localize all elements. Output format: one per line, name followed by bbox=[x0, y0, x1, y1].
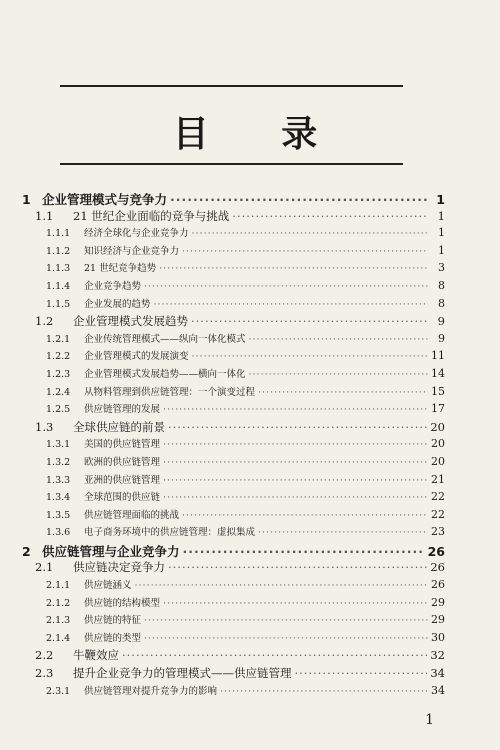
toc-entry-title: 牛鞭效应 bbox=[73, 648, 119, 663]
toc-entry-number: 2.2 bbox=[35, 648, 54, 663]
toc-entry[interactable] bbox=[22, 542, 445, 560]
table-of-contents bbox=[22, 190, 445, 700]
toc-entry[interactable] bbox=[22, 278, 445, 296]
toc-entry-number: 1.3.4 bbox=[46, 492, 71, 504]
toc-entry-page: 1 bbox=[436, 192, 445, 207]
toc-entry-page: 26 bbox=[431, 578, 445, 592]
dot-leader bbox=[258, 387, 428, 398]
toc-entry[interactable] bbox=[22, 401, 445, 419]
toc-entry[interactable] bbox=[22, 647, 445, 665]
dot-leader bbox=[159, 263, 428, 274]
dot-leader bbox=[182, 246, 428, 257]
toc-entry-title: 全球供应链的前景 bbox=[73, 419, 165, 434]
toc-entry-title: 供应链管理对提升竞争力的影响 bbox=[84, 685, 218, 697]
top-rule bbox=[60, 85, 403, 87]
toc-entry-number: 1.3.2 bbox=[46, 456, 71, 468]
toc-entry-title: 企业传统管理模式——纵向一体化模式 bbox=[84, 333, 246, 345]
toc-entry-title: 供应链涵义 bbox=[84, 580, 132, 592]
toc-entry-page: 1 bbox=[437, 208, 445, 223]
toc-entry-page: 29 bbox=[431, 613, 445, 627]
toc-entry-title: 21 世纪企业面临的竞争与挑战 bbox=[73, 208, 230, 223]
toc-entry-page: 3 bbox=[438, 261, 445, 275]
toc-entry-page: 11 bbox=[431, 349, 445, 363]
toc-entry[interactable] bbox=[22, 348, 445, 366]
toc-entry[interactable] bbox=[22, 313, 445, 331]
toc-entry-number: 1.1.3 bbox=[46, 263, 71, 275]
dot-leader bbox=[163, 492, 428, 503]
toc-entry-page: 21 bbox=[431, 472, 445, 486]
toc-entry[interactable] bbox=[22, 419, 445, 437]
toc-entry[interactable] bbox=[22, 559, 445, 577]
toc-entry-page: 29 bbox=[431, 595, 445, 609]
dot-leader bbox=[163, 598, 428, 609]
toc-entry-number: 1.2.3 bbox=[46, 368, 71, 380]
toc-entry-title: 21 世纪竞争趋势 bbox=[84, 263, 157, 275]
toc-entry-number: 1.3 bbox=[35, 419, 54, 434]
dot-leader bbox=[144, 633, 428, 644]
toc-entry-number: 1.2.1 bbox=[46, 333, 71, 345]
toc-entry[interactable] bbox=[22, 665, 445, 683]
toc-entry-number: 2.3 bbox=[35, 666, 54, 681]
toc-entry-number: 1.3.3 bbox=[46, 474, 71, 486]
toc-entry-page: 20 bbox=[431, 454, 445, 468]
toc-entry[interactable] bbox=[22, 296, 445, 314]
toc-entry-number: 1 bbox=[22, 192, 31, 207]
dot-leader bbox=[163, 404, 428, 415]
toc-entry-page: 9 bbox=[437, 314, 445, 329]
toc-entry-title: 亚洲的供应链管理 bbox=[84, 474, 161, 486]
toc-entry-number: 1.3.1 bbox=[46, 439, 71, 451]
toc-entry[interactable] bbox=[22, 577, 445, 595]
toc-entry[interactable] bbox=[22, 190, 445, 208]
dot-leader bbox=[232, 209, 428, 223]
toc-entry-title: 从物料管理到供应链管理：一个演变过程 bbox=[84, 386, 256, 398]
toc-entry-title: 供应链决定竞争力 bbox=[73, 560, 165, 575]
toc-entry-number: 2.1.1 bbox=[46, 580, 71, 592]
dot-leader bbox=[249, 369, 428, 380]
toc-entry-page: 26 bbox=[427, 543, 445, 559]
dot-leader bbox=[168, 420, 427, 434]
toc-entry-title: 经济全球化与企业竞争力 bbox=[84, 228, 189, 240]
toc-entry-page: 8 bbox=[438, 296, 445, 310]
dot-leader bbox=[258, 527, 428, 538]
toc-entry-page: 26 bbox=[430, 560, 445, 575]
dot-leader bbox=[249, 334, 428, 345]
dot-leader bbox=[154, 299, 428, 310]
toc-entry-title: 提升企业竞争力的管理模式——供应链管理 bbox=[73, 666, 292, 681]
toc-entry-title: 供应链的类型 bbox=[84, 632, 142, 644]
toc-entry-page: 8 bbox=[438, 278, 445, 292]
page-title: 目 录 bbox=[172, 114, 348, 155]
toc-entry-title: 企业管理模式与竞争力 bbox=[42, 192, 168, 207]
toc-entry[interactable] bbox=[22, 436, 445, 454]
dot-leader bbox=[163, 475, 428, 486]
page-number: 1 bbox=[425, 712, 434, 728]
toc-entry[interactable] bbox=[22, 507, 445, 525]
toc-entry-title: 企业发展的趋势 bbox=[84, 298, 151, 310]
dot-leader bbox=[135, 580, 428, 591]
toc-entry-number: 1.1.4 bbox=[46, 280, 71, 292]
toc-entry-title: 企业管理模式发展趋势——横向一体化 bbox=[84, 368, 246, 380]
toc-entry-number: 2.1.4 bbox=[46, 632, 71, 644]
toc-entry[interactable] bbox=[22, 524, 445, 542]
toc-entry-title: 企业管理模式的发展演变 bbox=[84, 351, 189, 363]
toc-entry[interactable] bbox=[22, 384, 445, 402]
toc-entry-number: 1.2.2 bbox=[46, 351, 71, 363]
dot-leader bbox=[163, 439, 428, 450]
toc-entry-title: 供应链的结构模型 bbox=[84, 597, 161, 609]
toc-entry[interactable] bbox=[22, 595, 445, 613]
dot-leader bbox=[122, 648, 427, 662]
dot-leader bbox=[163, 457, 428, 468]
toc-entry-number: 2 bbox=[22, 543, 31, 559]
toc-entry[interactable] bbox=[22, 454, 445, 472]
toc-entry-title: 欧洲的供应链管理 bbox=[84, 456, 161, 468]
toc-entry-number: 1.2 bbox=[35, 314, 54, 329]
toc-entry-page: 22 bbox=[431, 490, 445, 504]
dot-leader bbox=[192, 351, 428, 362]
toc-entry-number: 1.2.4 bbox=[46, 386, 71, 398]
toc-entry-number: 2.3.1 bbox=[46, 685, 71, 697]
toc-entry[interactable] bbox=[22, 260, 445, 278]
toc-entry-page: 9 bbox=[438, 331, 445, 345]
toc-entry[interactable] bbox=[22, 472, 445, 490]
dot-leader bbox=[220, 686, 428, 697]
toc-entry-title: 电子商务环境中的供应链管理：虚拟集成 bbox=[84, 527, 256, 539]
toc-entry-number: 2.1.3 bbox=[46, 615, 71, 627]
toc-entry[interactable] bbox=[22, 243, 445, 261]
toc-entry-page: 30 bbox=[431, 630, 445, 644]
toc-entry-number: 1.1.2 bbox=[46, 245, 71, 257]
toc-entry-title: 供应链的特征 bbox=[84, 615, 142, 627]
toc-entry-number: 1.2.5 bbox=[46, 404, 71, 416]
toc-entry-page: 15 bbox=[431, 384, 445, 398]
toc-entry-number: 1.3.6 bbox=[46, 527, 71, 539]
toc-entry[interactable] bbox=[22, 683, 445, 701]
toc-entry-number: 1.1 bbox=[35, 208, 54, 223]
toc-entry-number: 1.3.5 bbox=[46, 509, 71, 521]
toc-entry-title: 全球范围的供应链 bbox=[84, 492, 161, 504]
toc-entry-page: 32 bbox=[430, 648, 445, 663]
toc-entry-page: 20 bbox=[430, 419, 445, 434]
toc-entry[interactable] bbox=[22, 366, 445, 384]
toc-entry-number: 1.1.1 bbox=[46, 228, 71, 240]
dot-leader bbox=[144, 615, 428, 626]
toc-entry-title: 知识经济与企业竞争力 bbox=[84, 245, 180, 257]
toc-entry-page: 22 bbox=[431, 507, 445, 521]
toc-entry-number: 2.1.2 bbox=[46, 597, 71, 609]
toc-entry-page: 14 bbox=[431, 366, 445, 380]
toc-entry-page: 20 bbox=[431, 437, 445, 451]
dot-leader bbox=[144, 281, 428, 292]
toc-entry-page: 1 bbox=[438, 243, 445, 257]
toc-entry-page: 34 bbox=[430, 666, 445, 681]
toc-entry-number: 1.1.5 bbox=[46, 298, 71, 310]
toc-entry-page: 1 bbox=[438, 226, 445, 240]
dot-leader bbox=[295, 666, 428, 680]
toc-entry-title: 美国的供应链管理 bbox=[84, 439, 161, 451]
toc-entry-page: 23 bbox=[431, 525, 445, 539]
toc-entry[interactable] bbox=[22, 630, 445, 648]
toc-entry-title: 供应链管理面临的挑战 bbox=[84, 509, 180, 521]
toc-entry-title: 企业竞争趋势 bbox=[84, 280, 142, 292]
toc-entry[interactable] bbox=[22, 208, 445, 226]
toc-entry-number: 2.1 bbox=[35, 560, 54, 575]
toc-entry[interactable] bbox=[22, 225, 445, 243]
bottom-rule bbox=[60, 163, 403, 165]
dot-leader bbox=[168, 560, 427, 574]
toc-entry[interactable] bbox=[22, 331, 445, 349]
toc-entry-title: 供应链管理与企业竞争力 bbox=[42, 543, 180, 559]
toc-entry-title: 供应链管理的发展 bbox=[84, 404, 161, 416]
dot-leader bbox=[192, 228, 428, 239]
toc-entry[interactable] bbox=[22, 612, 445, 630]
toc-entry[interactable] bbox=[22, 489, 445, 507]
toc-entry-page: 34 bbox=[431, 683, 445, 697]
toc-entry-page: 17 bbox=[431, 402, 445, 416]
dot-leader bbox=[191, 314, 428, 328]
dot-leader bbox=[170, 192, 428, 207]
dot-leader bbox=[182, 510, 428, 521]
toc-entry-title: 企业管理模式发展趋势 bbox=[73, 314, 188, 329]
dot-leader bbox=[183, 544, 425, 559]
